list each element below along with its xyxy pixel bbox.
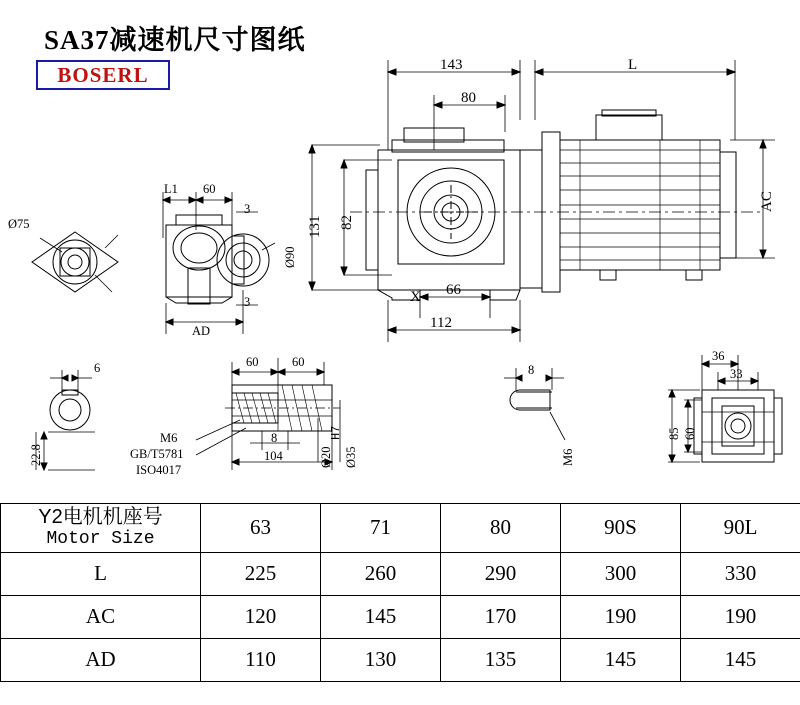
page-title: SA37减速机尺寸图纸 [44, 25, 306, 55]
dim-82: 82 [339, 215, 355, 230]
table-cell: 300 [561, 552, 681, 595]
table-row [1, 638, 800, 681]
dim-112: 112 [430, 315, 452, 331]
dim-60-right: 60 [683, 427, 697, 440]
table-cell: 130 [321, 638, 441, 681]
dim-60-a: 60 [246, 355, 259, 369]
label-gb-standard: GB/T5781 [130, 447, 184, 461]
dim-AD: AD [192, 324, 211, 338]
dim-d90: Ø90 [283, 246, 297, 268]
dim-104: 104 [264, 449, 283, 463]
dim-80: 80 [461, 90, 476, 106]
table-header-cell: 63 [201, 504, 321, 553]
table-header-cell: 80 [441, 504, 561, 553]
table-header-label-cn: Y2电机机座号 [38, 506, 163, 528]
dim-d35: Ø35 [344, 446, 358, 468]
row-label: AC [1, 595, 201, 638]
table-cell: 120 [201, 595, 321, 638]
label-m6-key: M6 [561, 448, 575, 466]
dim-143: 143 [440, 57, 463, 73]
table-cell: 225 [201, 552, 321, 595]
table-cell: 330 [681, 552, 800, 595]
table-header-row [1, 504, 800, 553]
dim-36: 36 [712, 349, 725, 363]
row-label: AD [1, 638, 201, 681]
table-cell: 190 [561, 595, 681, 638]
table-row [1, 552, 800, 595]
dim-33: 33 [730, 367, 743, 381]
table-header-cell: 90L [681, 504, 800, 553]
dim-L: L [628, 57, 638, 73]
table-header-cell: 71 [321, 504, 441, 553]
spec-table [0, 503, 800, 682]
table-header-cell: 90S [561, 504, 681, 553]
label-m6-bolt: M6 [160, 431, 178, 445]
dim-L1: L1 [164, 182, 178, 196]
dim-AC: AC [759, 191, 775, 212]
brand-logo-text: BOSERL [57, 62, 149, 87]
dim-d20h7-tolerance: H7 [329, 425, 343, 440]
table-cell: 145 [321, 595, 441, 638]
label-iso-standard: ISO4017 [136, 463, 182, 477]
table-cell: 110 [201, 638, 321, 681]
dim-60-b: 60 [292, 355, 305, 369]
dim-22-8: 22.8 [29, 444, 43, 466]
table-cell: 135 [441, 638, 561, 681]
dim-d20h7: Ø20 [319, 446, 333, 468]
dim-8-key: 8 [528, 363, 535, 377]
table-header-label-en: Motor Size [46, 529, 155, 549]
table-cell: 260 [321, 552, 441, 595]
table-header-label [1, 504, 201, 553]
dim-3-lower: 3 [244, 295, 251, 309]
dim-66: 66 [446, 282, 461, 298]
dim-60-top: 60 [203, 182, 216, 196]
table-row [1, 595, 800, 638]
table-cell: 290 [441, 552, 561, 595]
table-cell: 190 [681, 595, 800, 638]
dim-8-mid: 8 [271, 431, 278, 445]
dim-d75: Ø75 [8, 217, 30, 231]
dim-6: 6 [94, 361, 101, 375]
table-cell: 145 [561, 638, 681, 681]
row-label: L [1, 552, 201, 595]
table-cell: 170 [441, 595, 561, 638]
dim-3-upper: 3 [244, 202, 251, 216]
table-cell: 145 [681, 638, 800, 681]
dim-131: 131 [307, 215, 323, 238]
dim-85: 85 [667, 427, 681, 440]
dim-X: X [410, 289, 421, 305]
